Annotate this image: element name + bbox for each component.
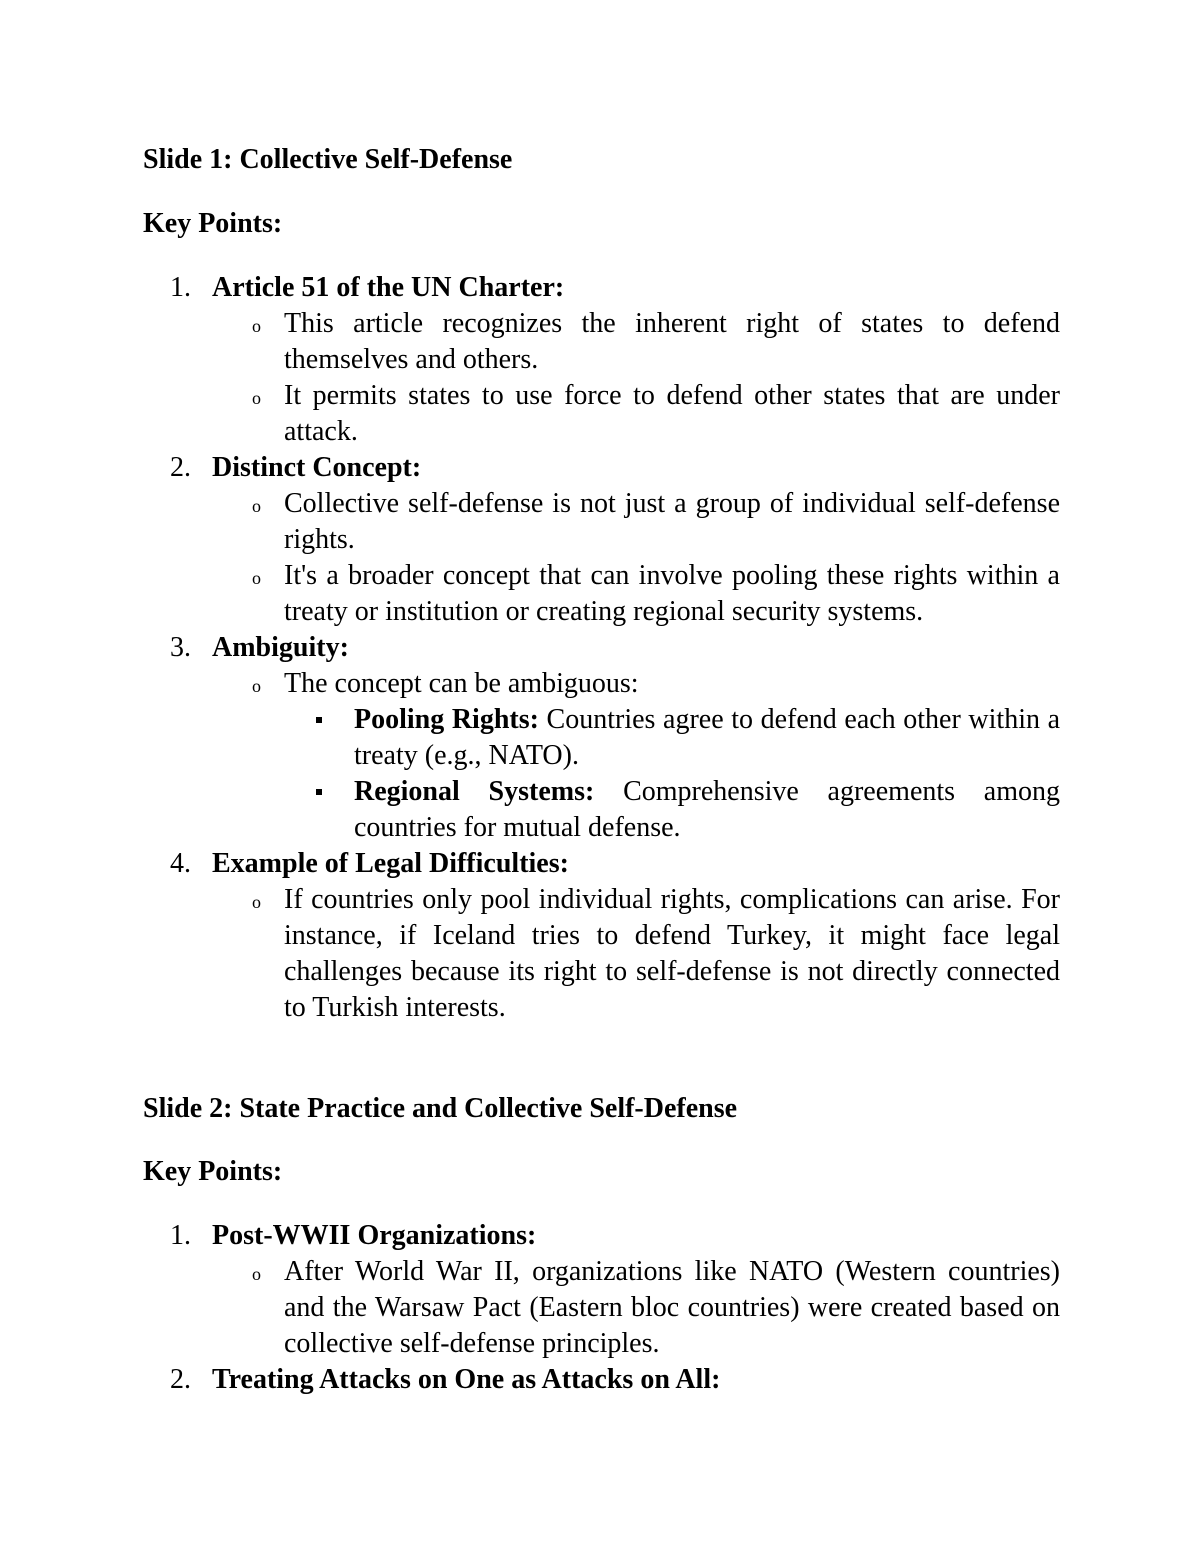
nested-bullets bbox=[170, 702, 1060, 846]
nested-bullet-lead: Pooling Rights: bbox=[354, 704, 539, 735]
slide1-point-1 bbox=[170, 270, 1060, 450]
bullet-item bbox=[170, 1254, 1060, 1362]
point-number: 4. bbox=[170, 848, 191, 879]
bullet-text: After World War II, organizations like NATO (Western countries) and the Warsaw Pact (Eastern bloc countries) were created based on collective self-defense principles. bbox=[284, 1256, 1060, 1359]
hollow-bullet-icon: o bbox=[252, 892, 261, 912]
bullet-item bbox=[170, 306, 1060, 378]
hollow-bullet-icon: o bbox=[252, 568, 261, 588]
nested-bullet-lead: Regional Systems: bbox=[354, 776, 595, 807]
nested-bullet-item bbox=[170, 702, 1060, 774]
nested-bullet-item bbox=[170, 774, 1060, 846]
point-bullets bbox=[170, 1254, 1060, 1362]
slide2-points-list bbox=[170, 1218, 1060, 1398]
point-number: 1. bbox=[170, 1220, 191, 1251]
hollow-bullet-icon: o bbox=[252, 1264, 261, 1284]
nested-bullet-text: Countries agree to defend each other within a treaty (e.g., NATO). bbox=[354, 704, 1060, 771]
bullet-item bbox=[170, 486, 1060, 558]
point-bullets bbox=[170, 486, 1060, 630]
hollow-bullet-icon: o bbox=[252, 388, 261, 408]
slide2-point-2 bbox=[170, 1362, 1060, 1398]
point-heading: Example of Legal Difficulties: bbox=[212, 848, 569, 879]
slide2-point-1 bbox=[170, 1218, 1060, 1362]
bullet-text: Collective self-defense is not just a group of individual self-defense rights. bbox=[284, 488, 1060, 555]
bullet-item bbox=[170, 882, 1060, 1026]
point-heading: Post-WWII Organizations: bbox=[212, 1220, 537, 1251]
bullet-item bbox=[170, 378, 1060, 450]
hollow-bullet-icon: o bbox=[252, 316, 261, 336]
point-bullets bbox=[170, 882, 1060, 1026]
point-number: 2. bbox=[170, 1364, 191, 1395]
slide1-title: Slide 1: Collective Self-Defense bbox=[143, 144, 513, 175]
bullet-text: If countries only pool individual rights, complications can arise. For instance, if Iceland tries to defend Turkey, it might face legal challenges because its right to self-defense is not directly connected to Turkish interests. bbox=[284, 884, 1060, 1023]
point-number: 2. bbox=[170, 452, 191, 483]
point-bullets bbox=[170, 306, 1060, 450]
slide1-point-4 bbox=[170, 846, 1060, 1026]
point-number: 3. bbox=[170, 632, 191, 663]
slide2-title: Slide 2: State Practice and Collective Self-Defense bbox=[143, 1093, 738, 1124]
slide1-points-list bbox=[170, 270, 1060, 1026]
bullet-text: It's a broader concept that can involve pooling these rights within a treaty or institution or creating regional security systems. bbox=[284, 560, 1060, 627]
hollow-bullet-icon: o bbox=[252, 676, 261, 696]
square-bullet-icon bbox=[316, 789, 322, 795]
square-bullet-icon bbox=[316, 717, 322, 723]
bullet-text: The concept can be ambiguous: bbox=[284, 668, 639, 699]
point-bullets bbox=[170, 666, 1060, 702]
point-heading: Treating Attacks on One as Attacks on All: bbox=[212, 1364, 721, 1395]
bullet-text: It permits states to use force to defend other states that are under attack. bbox=[284, 380, 1060, 447]
point-heading: Distinct Concept: bbox=[212, 452, 422, 483]
slide1-key-points-label: Key Points: bbox=[143, 208, 283, 239]
hollow-bullet-icon: o bbox=[252, 496, 261, 516]
nested-bullet-text: Comprehensive agreements among countries for mutual defense. bbox=[354, 776, 1061, 843]
bullet-item bbox=[170, 558, 1060, 630]
bullet-item bbox=[170, 666, 1060, 702]
slide1-point-2 bbox=[170, 450, 1060, 630]
slide1-point-3 bbox=[170, 630, 1060, 846]
bullet-text: This article recognizes the inherent right of states to defend themselves and others. bbox=[284, 308, 1060, 375]
point-number: 1. bbox=[170, 272, 191, 303]
point-heading: Article 51 of the UN Charter: bbox=[212, 272, 565, 303]
slide2-key-points-label: Key Points: bbox=[143, 1156, 283, 1187]
point-heading: Ambiguity: bbox=[212, 632, 349, 663]
